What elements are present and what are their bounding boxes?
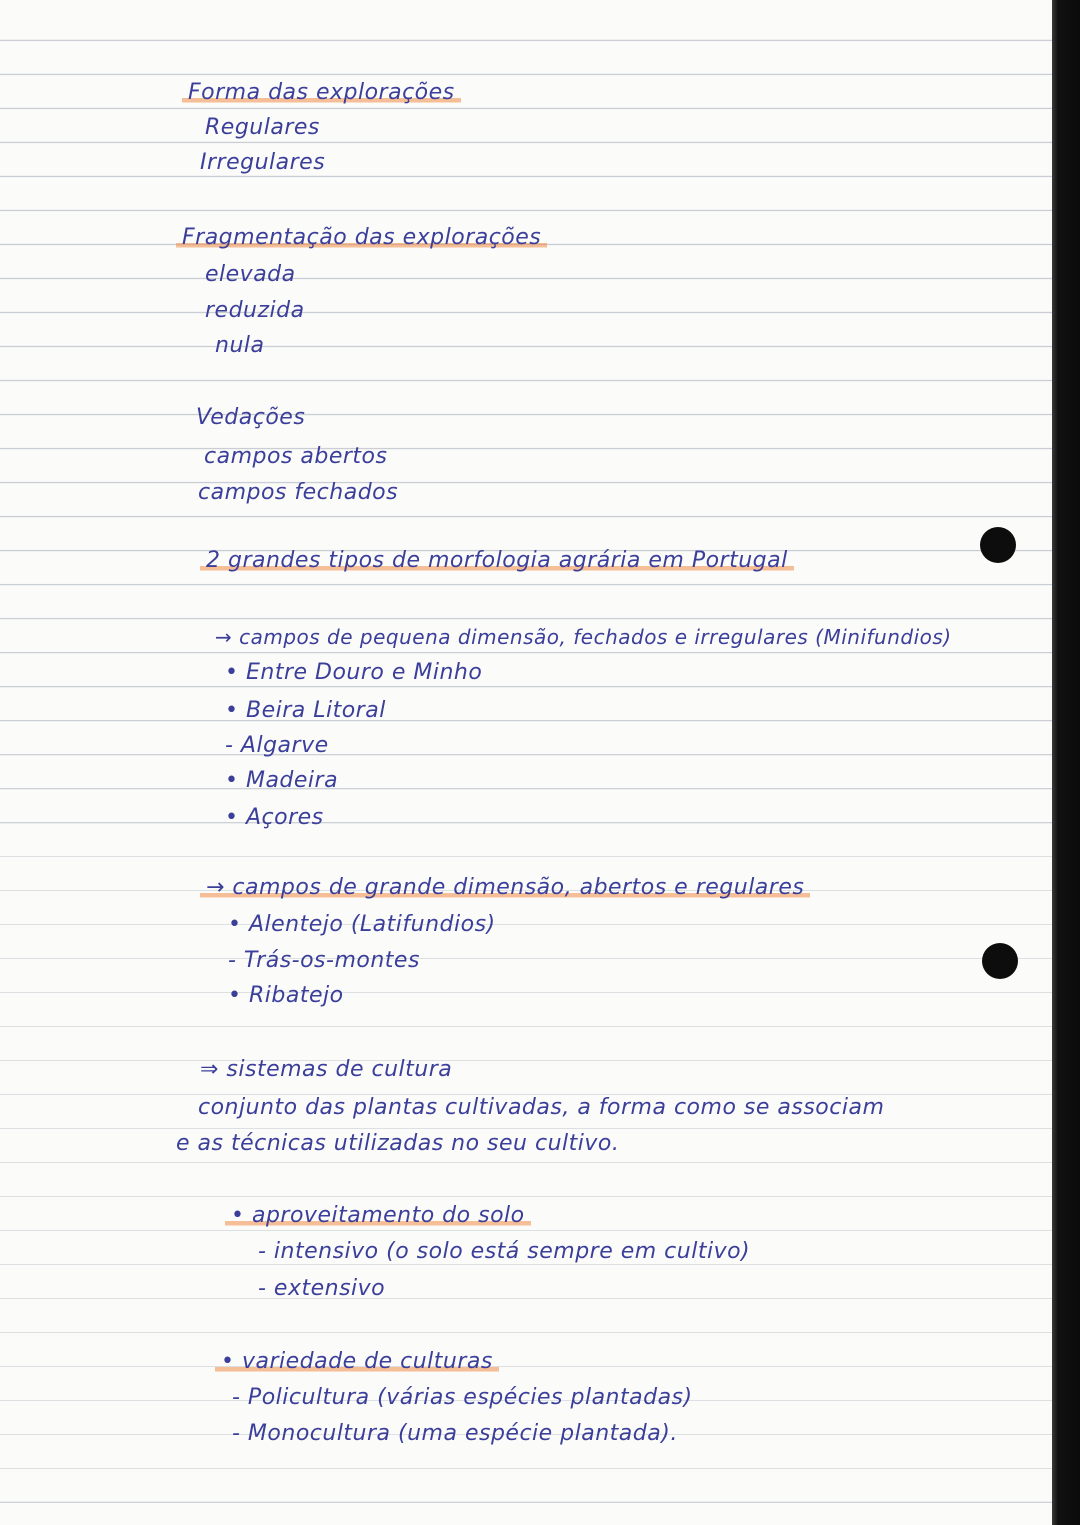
list-item: • Entre Douro e Minho — [225, 660, 483, 685]
punch-hole — [982, 943, 1018, 979]
list-item: • Beira Litoral — [225, 698, 386, 723]
punch-hole — [980, 527, 1016, 563]
list-item: - Trás-os-montes — [228, 948, 420, 973]
definition-line: conjunto das plantas cultivadas, a forma como se associam — [198, 1095, 885, 1120]
heading-minifundios: → campos de pequena dimensão, fechados e irregulares (Minifundios) — [215, 625, 952, 649]
list-item: - extensivo — [258, 1276, 386, 1301]
heading-tipos: 2 grandes tipos de morfologia agrária em Portugal — [200, 548, 794, 573]
list-item: - Monocultura (uma espécie plantada). — [232, 1421, 678, 1446]
heading-aproveitamento: • aproveitamento do solo — [225, 1203, 531, 1228]
list-item: • Açores — [225, 805, 324, 830]
list-item: elevada — [205, 262, 296, 287]
heading-variedade: • variedade de culturas — [215, 1349, 499, 1374]
list-item: - Policultura (várias espécies plantadas) — [232, 1385, 693, 1410]
scan-edge — [1052, 0, 1080, 1525]
list-item: Irregulares — [200, 150, 326, 175]
heading-forma: Forma das explorações — [182, 80, 461, 105]
list-item: campos abertos — [204, 444, 388, 469]
list-item: • Madeira — [225, 768, 339, 793]
heading-fragmentacao: Fragmentação das explorações — [176, 225, 547, 250]
list-item: campos fechados — [198, 480, 399, 505]
list-item: • Ribatejo — [228, 983, 344, 1008]
definition-line: e as técnicas utilizadas no seu cultivo. — [176, 1131, 620, 1156]
list-item: • Alentejo (Latifundios) — [228, 912, 496, 937]
list-item: - Algarve — [225, 733, 329, 758]
list-item: reduzida — [205, 298, 305, 323]
list-item: - intensivo (o solo está sempre em cultivo) — [258, 1239, 751, 1264]
list-item: nula — [215, 333, 265, 358]
list-item: Regulares — [205, 115, 320, 140]
heading-latifundios: → campos de grande dimensão, abertos e regulares — [200, 875, 810, 900]
heading-vedacoes: Vedações — [196, 405, 306, 430]
heading-sistemas: ⇒ sistemas de cultura — [200, 1057, 453, 1082]
